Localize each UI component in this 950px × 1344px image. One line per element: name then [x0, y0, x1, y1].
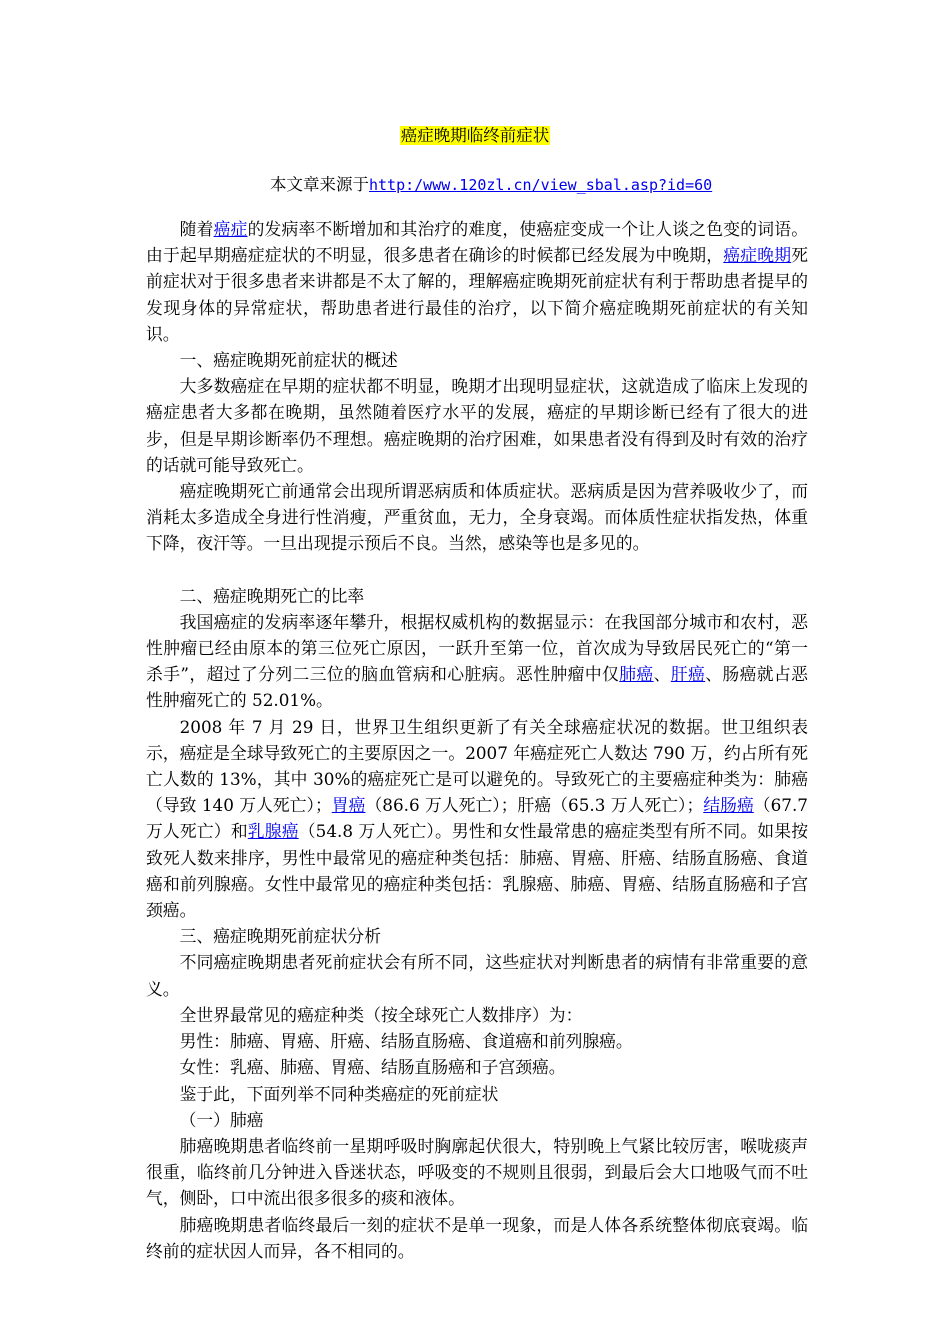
paragraph: [146, 714, 808, 924]
paragraph: 男性：肺癌、胃癌、肝癌、结肠直肠癌、食道癌和前列腺癌。: [179, 1031, 633, 1052]
paragraph: 女性：乳癌、肺癌、胃癌、结肠直肠癌和子宫颈癌。: [179, 1057, 566, 1078]
section-heading-1: 一、癌症晚期死前症状的概述: [179, 350, 398, 371]
paragraph: 不同癌症晚期患者死前症状会有所不同，这些症状对判断患者的病情有非常重要的意义。: [146, 952, 808, 999]
text: 我国癌症的发病率逐年攀升，根据权威机构的数据显示：在我国部分城市和农村，恶性肿瘤已经由原本的第三位死亡原因，一跃升至第一位，首次成为导致居民死亡的“第一杀手”，超过了分列二三位的脑血管病和心脏病。恶性肿瘤中仅: [146, 611, 808, 685]
paragraph: 癌症晚期死亡前通常会出现所谓恶病质和体质症状。恶病质是因为营养吸收少了，而消耗太多造成全身进行性消瘦，严重贫血，无力，全身衰竭。而体质性症状指发热，体重下降，夜汗等。一旦出现提示预后不良。当然，感染等也是多见的。: [146, 481, 808, 554]
text: 、肠癌就占恶性肿瘤死亡的 52.01%。: [146, 664, 808, 711]
section-heading-3: 三、癌症晚期死前症状分析: [179, 926, 381, 947]
link-liver-cancer[interactable]: 肝癌: [670, 664, 706, 685]
paragraph: 大多数癌症在早期的症状都不明显，晚期才出现明显症状，这就造成了临床上发现的癌症患者大多都在晚期，虽然随着医疗水平的发展，癌症的早期诊断已经有了很大的进步，但是早期诊断率仍不理想。癌症晚期的治疗困难，如果患者没有得到及时有效的治疗的话就可能导致死亡。: [146, 376, 808, 475]
title-text: 癌症晚期临终前症状: [400, 126, 550, 145]
text: （54.8 万人死亡）。男性和女性最常患的癌症类型有所不同。如果按致死人数来排序，男性中最常见的癌症种类包括：肺癌、胃癌、肝癌、结肠直肠癌、食道癌和前列腺癌。女性中最常见的癌症种类包括：乳腺癌、肺癌、胃癌、结肠直肠癌和子宫颈癌。: [146, 821, 808, 921]
document-title: [0, 124, 950, 148]
paragraph: [146, 609, 808, 714]
paragraph: 肺癌晚期患者临终最后一刻的症状不是单一现象，而是人体各系统整体彻底衰竭。临终前的症状因人而异，各不相同的。: [146, 1214, 808, 1261]
link-lung-cancer[interactable]: 肺癌: [619, 664, 654, 685]
source-line: [270, 173, 712, 197]
link-late-stage-cancer[interactable]: 癌症晚期: [723, 245, 792, 266]
text: 2008 年 7 月 29 日，世界卫生组织更新了有关全球癌症状况的数据。世卫组织表示，癌症是全球导致死亡的主要原因之一。2007 年癌症死亡人数达 790 万，约占所有死亡人数的 13%，其中 30%的癌症死亡是可以避免的。导致死亡的主要癌症种类为：肺癌（导致 140 万人死亡）；: [146, 716, 808, 816]
text: 死前症状对于很多患者来讲都是不太了解的，理解癌症晚期死前症状有利于帮助患者提早的发现身体的异常症状，帮助患者进行最佳的治疗，以下简介癌症晚期死前症状的有关知识。: [146, 245, 808, 344]
subsection-heading-lung: （一）肺癌: [179, 1109, 264, 1130]
text: （67.7 万人死亡）和: [146, 795, 808, 842]
blank-line: [146, 557, 808, 583]
paragraph: 鉴于此，下面列举不同种类癌症的死前症状: [179, 1083, 499, 1104]
paragraph-intro: [146, 216, 808, 347]
text: 的发病率不断增加和其治疗的难度，使癌症变成一个让人谈之色变的词语。由于起早期癌症症状的不明显，很多患者在确诊的时候都已经发展为中晚期，: [146, 219, 808, 266]
link-stomach-cancer[interactable]: 胃癌: [331, 795, 366, 816]
paragraph: 肺癌晚期患者临终前一星期呼吸时胸廓起伏很大，特别晚上气紧比较厉害，喉咙痰声很重，临终前几分钟进入昏迷状态，呼吸变的不规则且很弱，到最后会大口地吸气而不吐气，侧卧，口中流出很多很多的痰和液体。: [146, 1135, 808, 1209]
paragraph: 全世界最常见的癌症种类（按全球死亡人数排序）为：: [179, 1004, 583, 1025]
link-colon-cancer[interactable]: 结肠癌: [703, 795, 754, 816]
text: 随着: [179, 219, 214, 239]
link-breast-cancer[interactable]: 乳腺癌: [247, 821, 299, 842]
article-body: [146, 216, 808, 1264]
source-prefix: 本文章来源于: [270, 175, 369, 194]
source-link[interactable]: http:/www.120zl.cn/view_sbal.asp?id=60: [369, 176, 713, 194]
section-heading-2: 二、癌症晚期死亡的比率: [179, 585, 365, 606]
text: （86.6 万人死亡）；肝癌（65.3 万人死亡）；: [365, 795, 704, 816]
link-cancer[interactable]: 癌症: [213, 219, 248, 239]
text: 、: [653, 664, 671, 685]
